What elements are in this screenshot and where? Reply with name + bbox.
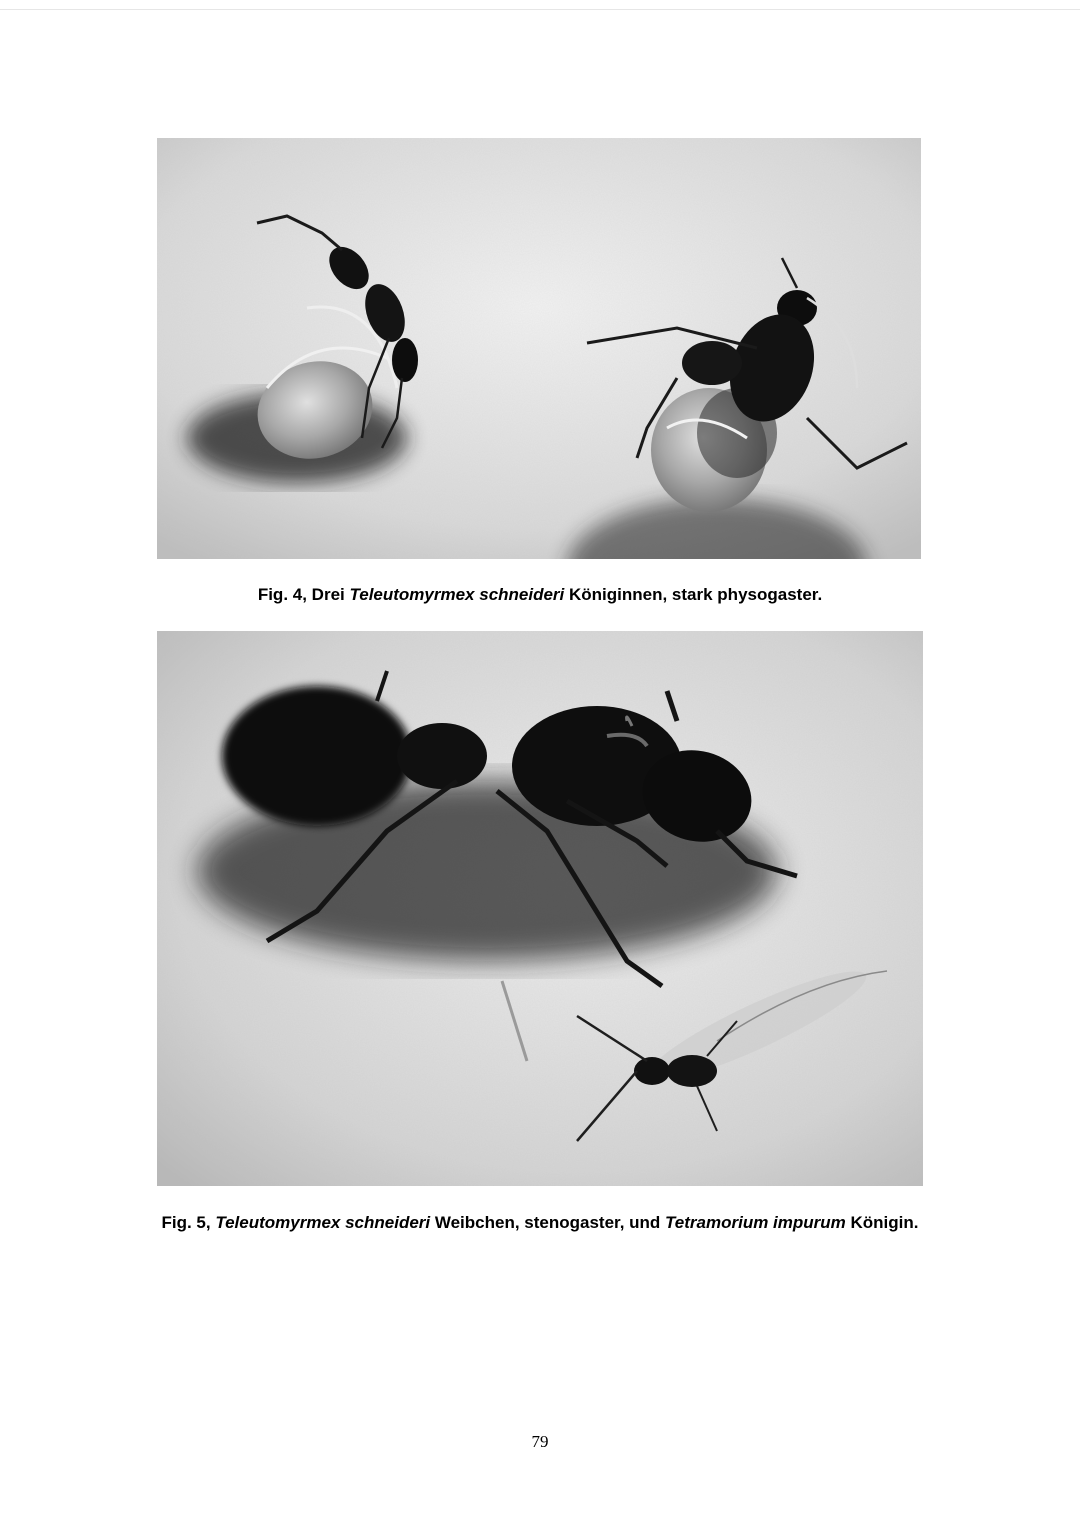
figure-4-caption-suffix: Königinnen, stark physogaster. xyxy=(564,585,823,604)
figure-5-caption-suffix: Königin. xyxy=(845,1213,919,1232)
figure-5-caption xyxy=(0,1213,1080,1233)
figure-5-label: Fig. 5, xyxy=(161,1213,211,1232)
figure-4-caption-prefix: Drei xyxy=(306,585,350,604)
page-number: 79 xyxy=(531,1432,549,1451)
figure-4-photo xyxy=(157,138,921,559)
figure-5-species-2: Tetramorium impurum xyxy=(665,1213,846,1232)
figure-5-caption-middle: Weibchen, stenogaster, und xyxy=(430,1213,666,1232)
figure-4-label: Fig. 4, xyxy=(257,585,307,604)
figure-4-species: Teleutomyrmex schneideri xyxy=(349,585,565,604)
top-divider xyxy=(0,9,1080,10)
figure-5-species: Teleutomyrmex schneideri xyxy=(215,1213,431,1232)
figure-5-photo xyxy=(157,631,923,1186)
figure-4-caption xyxy=(0,585,1080,605)
